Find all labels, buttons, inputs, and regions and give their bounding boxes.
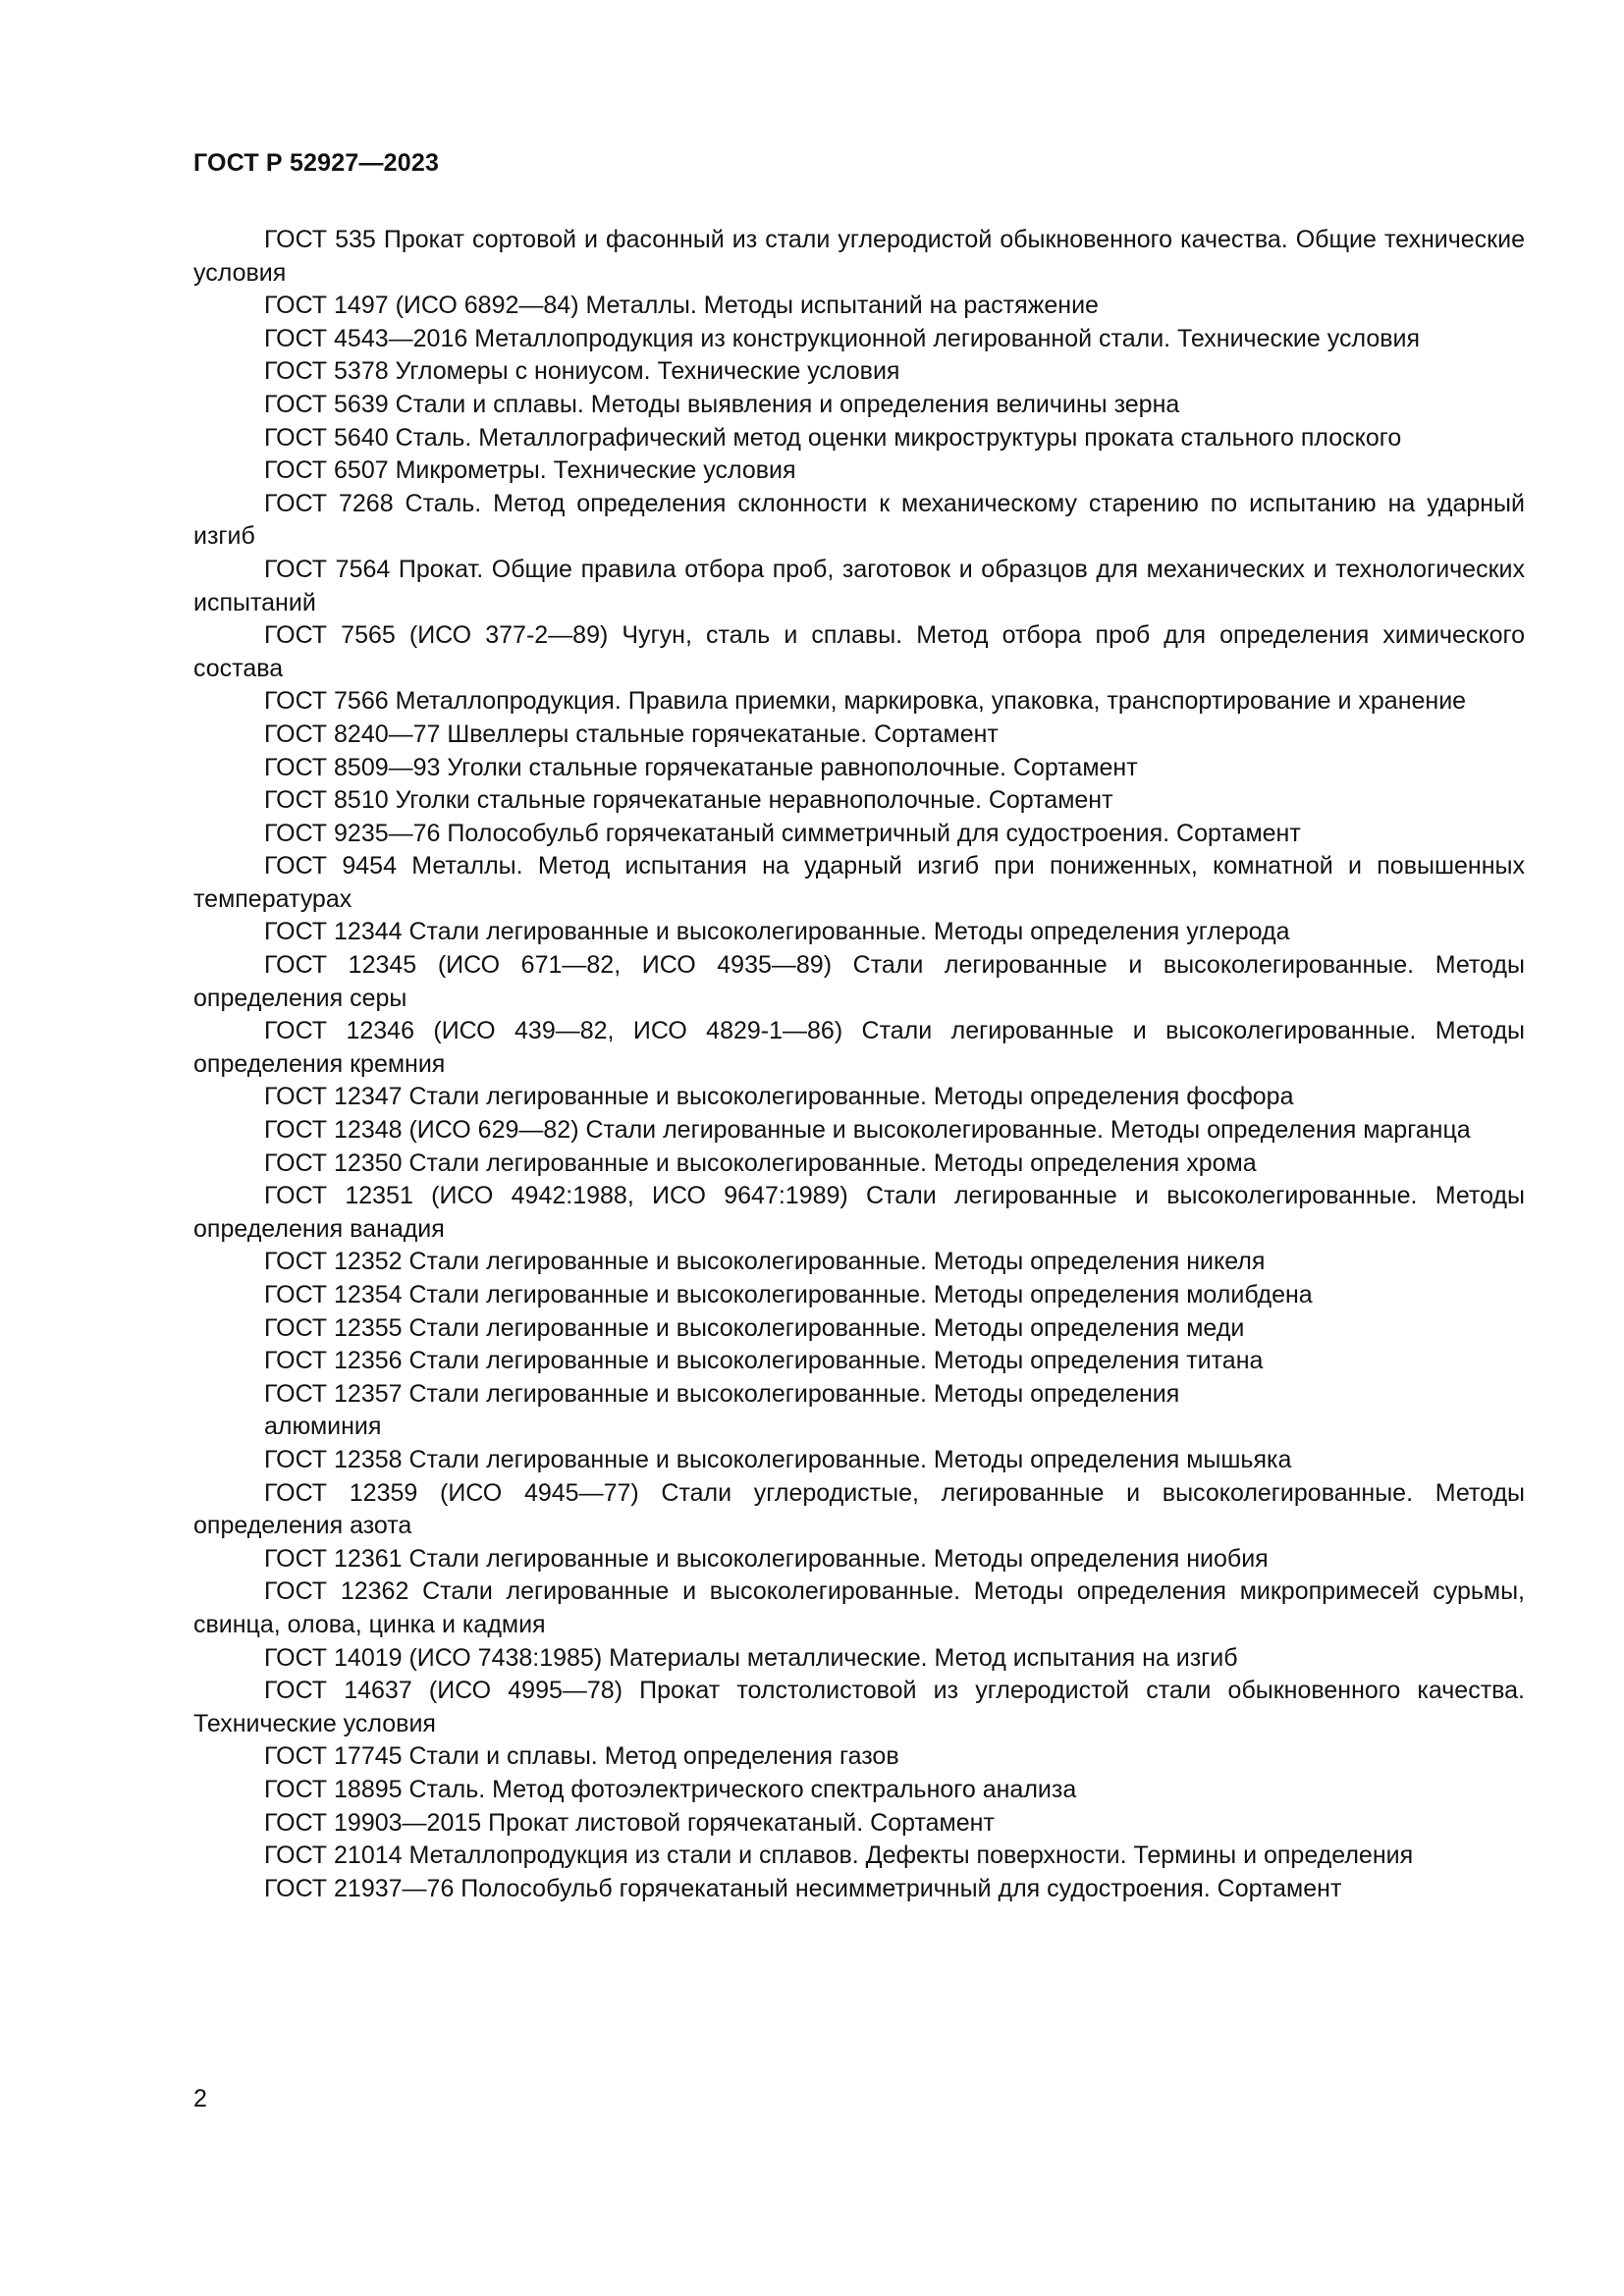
reference-item: ГОСТ 8509—93 Уголки стальные горячекатаные равнополочные. Сортамент: [264, 753, 1138, 781]
reference-item: ГОСТ 14019 (ИСО 7438:1985) Материалы металлические. Метод испытания на изгиб: [264, 1643, 1238, 1672]
reference-item: ГОСТ 12344 Стали легированные и высоколегированные. Методы определения углерода: [264, 918, 1290, 946]
reference-item: ГОСТ 17745 Стали и сплавы. Метод определения газов: [264, 1742, 899, 1771]
reference-item: ГОСТ 18895 Сталь. Метод фотоэлектрического спектрального анализа: [264, 1775, 1077, 1803]
reference-item: ГОСТ 12358 Стали легированные и высоколегированные. Методы определения мышьяка: [264, 1445, 1292, 1473]
reference-item: ГОСТ 5378 Угломеры с нониусом. Технические условия: [264, 357, 900, 386]
reference-item: ГОСТ 21014 Металлопродукция из стали и сплавов. Дефекты поверхности. Термины и определения: [264, 1842, 1414, 1870]
reference-item: ГОСТ 5640 Сталь. Металлографический метод оценки микроструктуры проката стального плоского: [264, 423, 1402, 452]
reference-item: ГОСТ 12361 Стали легированные и высоколегированные. Методы определения ниобия: [264, 1544, 1269, 1573]
reference-item: ГОСТ 12362 Стали легированные и высоколегированные. Методы определения микропримесей сурьмы, свинца, олова, цинка и кадмия: [193, 1577, 1525, 1638]
reference-item: ГОСТ 12359 (ИСО 4945—77) Стали углеродистые, легированные и высоколегированные. Методы определения азота: [193, 1478, 1525, 1540]
reference-item: ГОСТ 12347 Стали легированные и высоколегированные. Методы определения фосфора: [264, 1083, 1294, 1111]
page-number: 2: [193, 2085, 207, 2112]
reference-item: ГОСТ 4543—2016 Металлопродукция из конструкционной легированной стали. Технические условия: [264, 324, 1421, 352]
reference-item: ГОСТ 9235—76 Полособульб горячекатаный симметричный для судостроения. Сортамент: [264, 819, 1301, 847]
reference-item: ГОСТ 7268 Сталь. Метод определения склонности к механическому старению по испытанию на ударный изгиб: [193, 489, 1525, 551]
normative-references-list: [193, 224, 1525, 1905]
reference-item: ГОСТ 6507 Микрометры. Технические условия: [264, 456, 796, 485]
reference-item: ГОСТ 12356 Стали легированные и высоколегированные. Методы определения титана: [264, 1347, 1264, 1375]
reference-item: ГОСТ 12350 Стали легированные и высоколегированные. Методы определения хрома: [264, 1148, 1257, 1177]
reference-item: ГОСТ 12351 (ИСО 4942:1988, ИСО 9647:1989) Стали легированные и высоколегированные. Методы определения ванадия: [193, 1182, 1525, 1243]
reference-item: ГОСТ 7564 Прокат. Общие правила отбора проб, заготовок и образцов для механических и технологических испытаний: [193, 555, 1525, 616]
reference-item: алюминия: [264, 1413, 382, 1441]
reference-item: ГОСТ 12346 (ИСО 439—82, ИСО 4829-1—86) Стали легированные и высоколегированные. Методы определения кремния: [193, 1017, 1525, 1078]
reference-item: ГОСТ 12348 (ИСО 629—82) Стали легированные и высоколегированные. Методы определения марганца: [264, 1116, 1471, 1145]
reference-item: ГОСТ 1497 (ИСО 6892—84) Металлы. Методы испытаний на растяжение: [264, 292, 1099, 320]
reference-item: ГОСТ 12355 Стали легированные и высоколегированные. Методы определения меди: [264, 1313, 1245, 1342]
reference-item: ГОСТ 8240—77 Швеллеры стальные горячекатаные. Сортамент: [264, 720, 999, 748]
document-code-header: ГОСТ Р 52927—2023: [193, 149, 440, 177]
reference-item: ГОСТ 12352 Стали легированные и высоколегированные. Методы определения никеля: [264, 1248, 1266, 1276]
reference-item: ГОСТ 12345 (ИСО 671—82, ИСО 4935—89) Стали легированные и высоколегированные. Методы определения серы: [193, 951, 1525, 1012]
reference-item: ГОСТ 19903—2015 Прокат листовой горячекатаный. Сортамент: [264, 1808, 995, 1837]
reference-item: ГОСТ 12354 Стали легированные и высоколегированные. Методы определения молибдена: [264, 1281, 1313, 1308]
reference-item: ГОСТ 8510 Уголки стальные горячекатаные неравнополочные. Сортамент: [264, 786, 1113, 815]
reference-item: ГОСТ 7566 Металлопродукция. Правила приемки, маркировка, упаковка, транспортирование и хранение: [264, 687, 1467, 716]
reference-item: ГОСТ 535 Прокат сортовой и фасонный из стали углеродистой обыкновенного качества. Общие технические условия: [193, 226, 1525, 287]
reference-item: ГОСТ 21937—76 Полособульб горячекатаный несимметричный для судостроения. Сортамент: [264, 1874, 1342, 1902]
reference-item: ГОСТ 7565 (ИСО 377-2—89) Чугун, сталь и сплавы. Метод отбора проб для определения химического состава: [193, 621, 1525, 682]
reference-item: ГОСТ 14637 (ИСО 4995—78) Прокат толстолистовой из углеродистой стали обыкновенного качества. Технические условия: [193, 1677, 1525, 1737]
reference-item: ГОСТ 9454 Металлы. Метод испытания на ударный изгиб при пониженных, комнатной и повышенных температурах: [193, 852, 1525, 913]
reference-item: ГОСТ 12357 Стали легированные и высоколегированные. Методы определения: [264, 1379, 1180, 1408]
reference-item: ГОСТ 5639 Стали и сплавы. Методы выявления и определения величины зерна: [264, 390, 1180, 418]
